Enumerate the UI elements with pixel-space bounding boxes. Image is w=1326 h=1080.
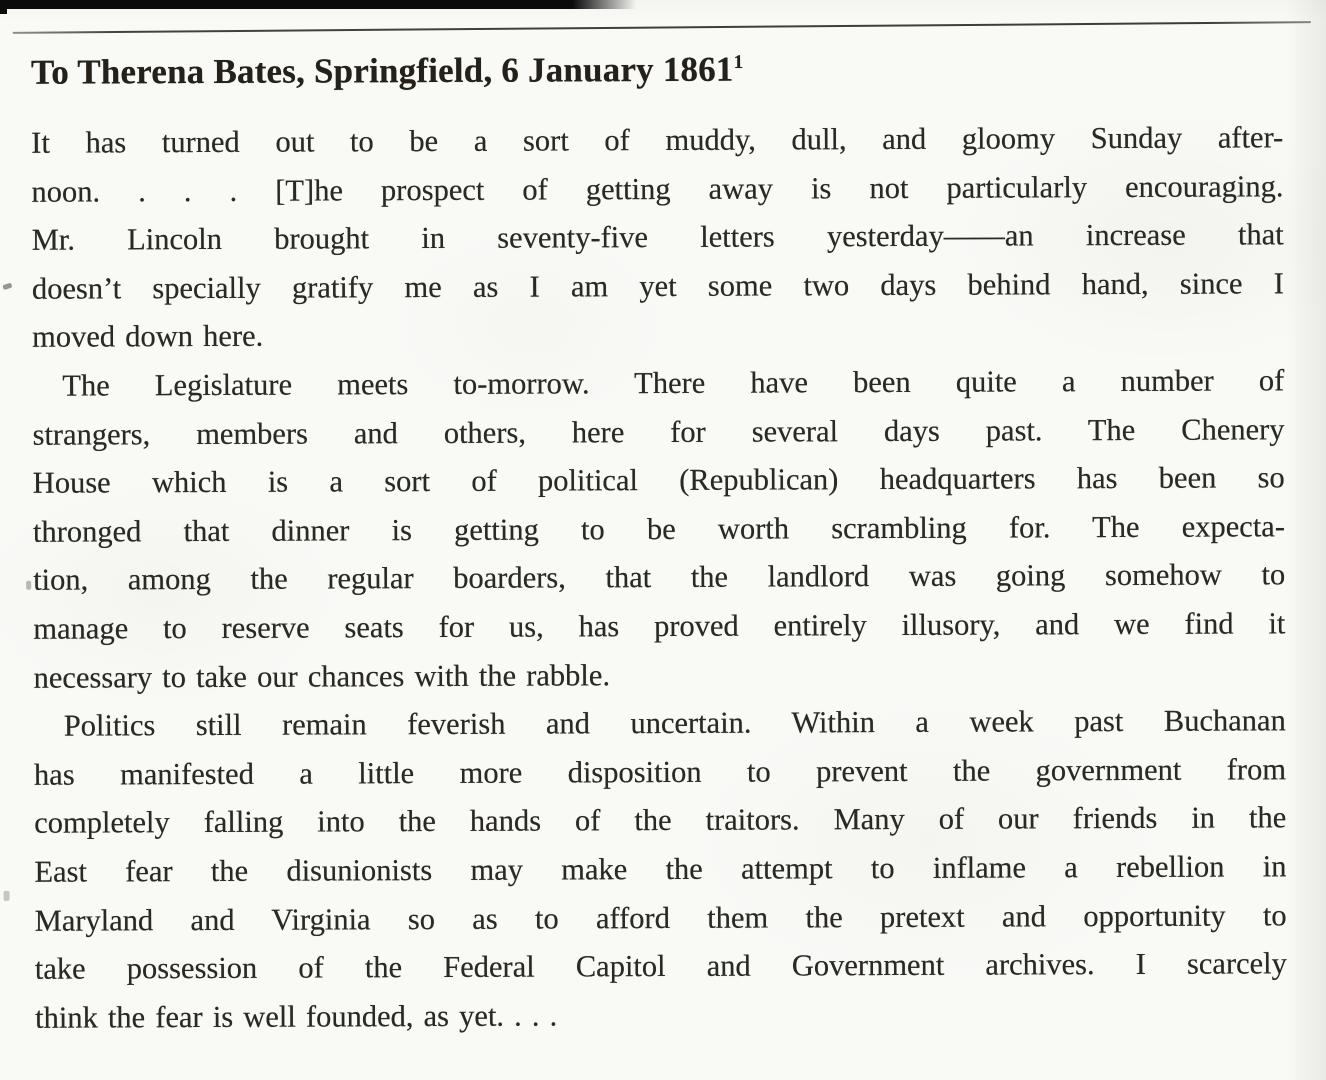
footnote-marker: 1: [733, 51, 744, 74]
text-line: East fear the disunionists may make the attempt to inflame a rebellion in: [34, 849, 1287, 889]
text-line: noon. . . . [T]he prospect of getting away is not particularly encouraging.: [31, 168, 1284, 209]
text-line: necessary to take our chances with the rabble.: [33, 657, 611, 695]
text-line: Maryland and Virginia so as to afford them the pretext and opportunity to: [34, 897, 1287, 938]
text-line: House which is a sort of political (Republican) headquarters has been so: [32, 460, 1285, 500]
letter-heading: [31, 47, 1283, 92]
scan-speck: [4, 891, 10, 901]
letter-heading-text: To Therena Bates, Springfield, 6 January 1861: [30, 49, 734, 92]
scan-speck: [2, 283, 12, 291]
text-line: Politics still remain feverish and uncertain. Within a week past Buchanan: [63, 703, 1286, 743]
text-line: manage to reserve seats for us, has proved entirely illusory, and we find it: [33, 606, 1286, 646]
text-line: strangers, members and others, here for several days past. The Chenery: [32, 411, 1285, 452]
text-line: thronged that dinner is getting to be worth scrambling for. The expecta-: [32, 509, 1286, 549]
text-line: has manifested a little more disposition to prevent the government from: [33, 752, 1287, 792]
text-line: doesn’t specially gratify me as I am yet some two days behind hand, since I: [31, 266, 1284, 306]
text-line: take possession of the Federal Capitol and Government archives. I scarcely: [34, 946, 1287, 986]
text-line: Mr. Lincoln brought in seventy-five letters yesterday——an increase that: [31, 217, 1284, 257]
text-line: The Legislature meets to-morrow. There have been quite a number of: [62, 363, 1285, 403]
letter-body: [31, 113, 1287, 1042]
text-line: completely falling into the hands of the traitors. Many of our friends in the: [34, 800, 1287, 841]
text-line: think the fear is well founded, as yet. . . .: [35, 998, 558, 1035]
header-rule-line: [13, 21, 1311, 34]
scan-speck: [26, 581, 31, 590]
text-line: tion, among the regular boarders, that the landlord was going somehow to: [33, 557, 1286, 598]
text-line: It has turned out to be a sort of muddy, dull, and gloomy Sunday after-: [31, 120, 1284, 160]
text-line: moved down here.: [32, 319, 264, 355]
